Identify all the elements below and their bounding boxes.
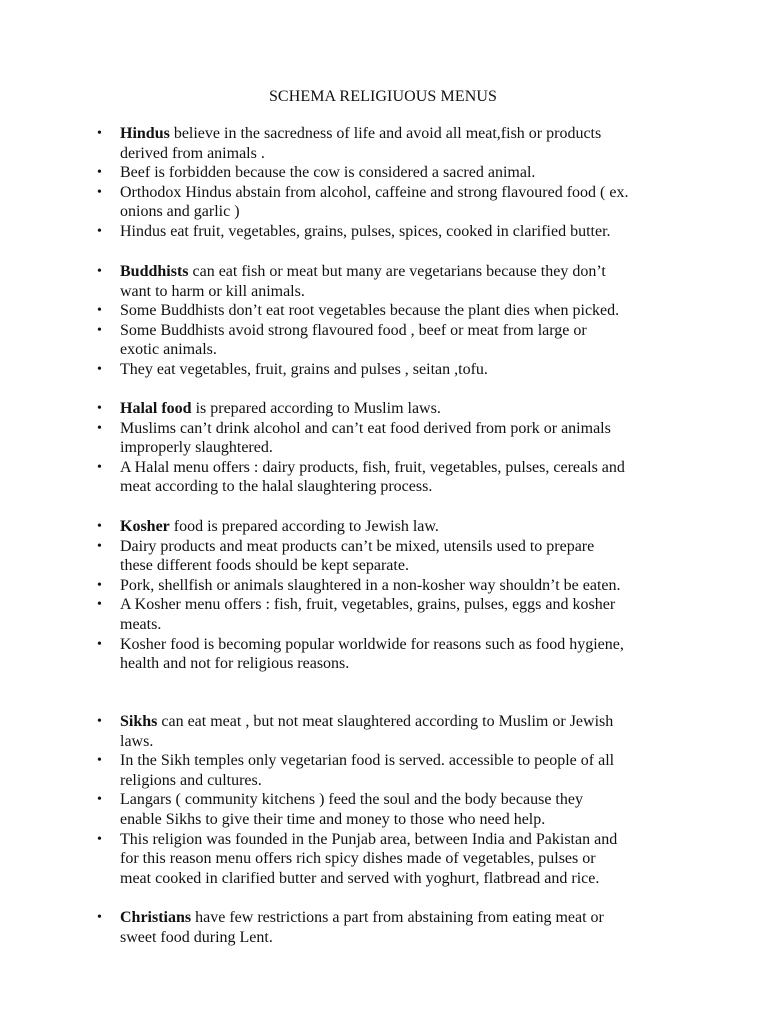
- section-hindus: [96, 124, 716, 242]
- list-item: [96, 262, 716, 301]
- list-item-text: believe in the sacredness of life and avoid all meat,fish or products: [169, 125, 602, 142]
- list-item: [96, 124, 716, 163]
- list-item-text: these different foods should be kept separate.: [120, 557, 409, 575]
- list-item-line: [120, 790, 716, 810]
- list-item-line: [120, 771, 716, 791]
- list-item-line: [120, 144, 716, 164]
- list-item-line: [120, 576, 716, 596]
- list-item-line: [120, 262, 716, 282]
- list-item-text: sweet food during Lent.: [120, 928, 273, 946]
- list-item-text: Some Buddhists don’t eat root vegetables because the plant dies when picked.: [120, 302, 620, 320]
- list-item-text: Kosher food is becoming popular worldwide for reasons such as food hygiene,: [120, 635, 624, 653]
- bullet-icon: •: [97, 459, 102, 475]
- list-item-heading: Kosher: [120, 518, 170, 535]
- list-item-line: [120, 340, 716, 360]
- list-item: [96, 576, 716, 596]
- list-item-line: [120, 124, 716, 144]
- list-item-text: Muslims can’t drink alcohol and can’t eat food derived from pork or animals: [120, 419, 611, 437]
- page-title: SCHEMA RELIGIUOUS MENUS: [268, 88, 498, 105]
- list-item-line: [120, 751, 716, 771]
- bullet-icon: •: [97, 223, 102, 239]
- list-item: [96, 183, 716, 222]
- list-item-text: enable Sikhs to give their time and money to those who need help.: [120, 810, 546, 828]
- list-item: [96, 458, 716, 497]
- bullet-icon: •: [97, 184, 102, 200]
- list-item: [96, 222, 716, 242]
- bullet-icon: •: [97, 577, 102, 593]
- list-item-text: In the Sikh temples only vegetarian food is served. accessible to people of all: [120, 752, 615, 770]
- list-item-text: can eat fish or meat but many are vegetarians because they don’t: [188, 263, 606, 280]
- list-item: [96, 751, 716, 790]
- list-item-text: Langars ( community kitchens ) feed the soul and the body because they: [120, 791, 583, 809]
- bullet-icon: •: [97, 792, 102, 808]
- list-item: [96, 595, 716, 634]
- list-item: [96, 517, 716, 537]
- list-item-heading: Hindus: [120, 125, 170, 142]
- bullet-icon: •: [97, 597, 102, 613]
- bullet-icon: •: [97, 322, 102, 338]
- list-item-text: Pork, shellfish or animals slaughtered in a non-kosher way shouldn’t be eaten.: [120, 576, 621, 594]
- list-item-line: [120, 183, 716, 203]
- list-item: [96, 908, 716, 947]
- list-item-line: [120, 419, 716, 439]
- list-item-text: religions and cultures.: [120, 771, 262, 789]
- bullet-icon: •: [97, 361, 102, 377]
- list-item-line: [120, 635, 716, 655]
- bullet-icon: •: [97, 401, 102, 416]
- bullet-icon: •: [97, 303, 102, 319]
- section-christians: [96, 908, 716, 947]
- list-item-text: meat cooked in clarified butter and served with yoghurt, flatbread and rice.: [120, 869, 600, 887]
- bullet-icon: •: [97, 165, 102, 181]
- list-item-line: [120, 477, 716, 497]
- list-item-line: [120, 360, 716, 380]
- list-item: [96, 360, 716, 380]
- list-item-text: A Halal menu offers : dairy products, fish, fruit, vegetables, pulses, cereals and: [120, 458, 625, 476]
- bullet-icon: •: [97, 420, 102, 436]
- list-item-line: [120, 438, 716, 458]
- bullet-icon: •: [97, 831, 102, 847]
- list-item-text: Beef is forbidden because the cow is considered a sacred animal.: [120, 164, 536, 182]
- list-item-line: [120, 595, 716, 615]
- list-item-text: Orthodox Hindus abstain from alcohol, caffeine and strong flavoured food ( ex.: [120, 183, 629, 201]
- section-kosher: [96, 517, 716, 674]
- list-item-line: [120, 399, 716, 419]
- list-item-text: for this reason menu offers rich spicy dishes made of vegetables, pulses or: [120, 850, 596, 868]
- bullet-icon: •: [97, 636, 102, 652]
- section-sikhs: [96, 712, 716, 888]
- list-item: [96, 301, 716, 321]
- list-item: [96, 321, 716, 360]
- list-item-text: derived from animals .: [120, 144, 265, 162]
- list-item-line: [120, 615, 716, 635]
- section-halal: [96, 399, 716, 497]
- list-item-text: improperly slaughtered.: [120, 439, 273, 457]
- list-item-line: [120, 202, 716, 222]
- list-item-heading: Sikhs: [120, 713, 158, 730]
- list-item: [96, 712, 716, 751]
- list-item-text: Hindus eat fruit, vegetables, grains, pulses, spices, cooked in clarified butter.: [120, 222, 611, 240]
- list-item-line: [120, 732, 716, 752]
- section-buddhists: [96, 262, 716, 380]
- bullet-icon: •: [97, 126, 102, 141]
- list-item-line: [120, 908, 716, 928]
- list-item-text: is prepared according to Muslim laws.: [191, 400, 441, 417]
- list-item-line: [120, 712, 716, 732]
- list-item-line: [120, 830, 716, 850]
- bullet-icon: •: [97, 910, 102, 925]
- list-item-line: [120, 654, 716, 674]
- list-item-text: food is prepared according to Jewish law.: [169, 518, 439, 535]
- bullet-icon: •: [97, 538, 102, 554]
- list-item-line: [120, 321, 716, 341]
- list-item-line: [120, 301, 716, 321]
- list-item-text: meats.: [120, 615, 162, 633]
- list-item: [96, 537, 716, 576]
- bullet-icon: •: [97, 714, 102, 729]
- list-item-line: [120, 810, 716, 830]
- list-item-text: They eat vegetables, fruit, grains and pulses , seitan ,tofu.: [120, 360, 488, 378]
- list-item-heading: Halal food: [120, 400, 192, 417]
- list-item: [96, 635, 716, 674]
- list-item-text: Some Buddhists avoid strong flavoured food , beef or meat from large or: [120, 321, 587, 339]
- list-item-line: [120, 849, 716, 869]
- list-item-text: meat according to the halal slaughtering process.: [120, 478, 433, 496]
- list-item-line: [120, 282, 716, 302]
- list-item-text: want to harm or kill animals.: [120, 282, 305, 300]
- list-item-text: laws.: [120, 732, 154, 750]
- list-item: [96, 399, 716, 419]
- list-item: [96, 419, 716, 458]
- bullet-icon: •: [97, 264, 102, 279]
- list-item: [96, 830, 716, 889]
- list-item-text: can eat meat , but not meat slaughtered according to Muslim or Jewish: [157, 713, 614, 730]
- list-item-line: [120, 556, 716, 576]
- list-item-text: have few restrictions a part from abstaining from eating meat or: [191, 909, 604, 926]
- list-item-line: [120, 163, 716, 183]
- list-item-heading: Buddhists: [120, 263, 189, 280]
- list-item-line: [120, 222, 716, 242]
- list-item: [96, 163, 716, 183]
- list-item-line: [120, 928, 716, 948]
- list-item-line: [120, 869, 716, 889]
- bullet-icon: •: [97, 519, 102, 534]
- list-item-text: onions and garlic ): [120, 203, 240, 221]
- list-item-line: [120, 458, 716, 478]
- list-item-text: health and not for religious reasons.: [120, 655, 350, 673]
- list-item-text: exotic animals.: [120, 341, 217, 359]
- list-item-text: This religion was founded in the Punjab area, between India and Pakistan and: [120, 830, 618, 848]
- list-item: [96, 790, 716, 829]
- bullet-icon: •: [97, 753, 102, 769]
- list-item-heading: Christians: [120, 909, 192, 926]
- list-item-line: [120, 537, 716, 557]
- list-item-line: [120, 517, 716, 537]
- list-item-text: Dairy products and meat products can’t be mixed, utensils used to prepare: [120, 537, 595, 555]
- list-item-text: A Kosher menu offers : fish, fruit, vegetables, grains, pulses, eggs and kosher: [120, 596, 616, 614]
